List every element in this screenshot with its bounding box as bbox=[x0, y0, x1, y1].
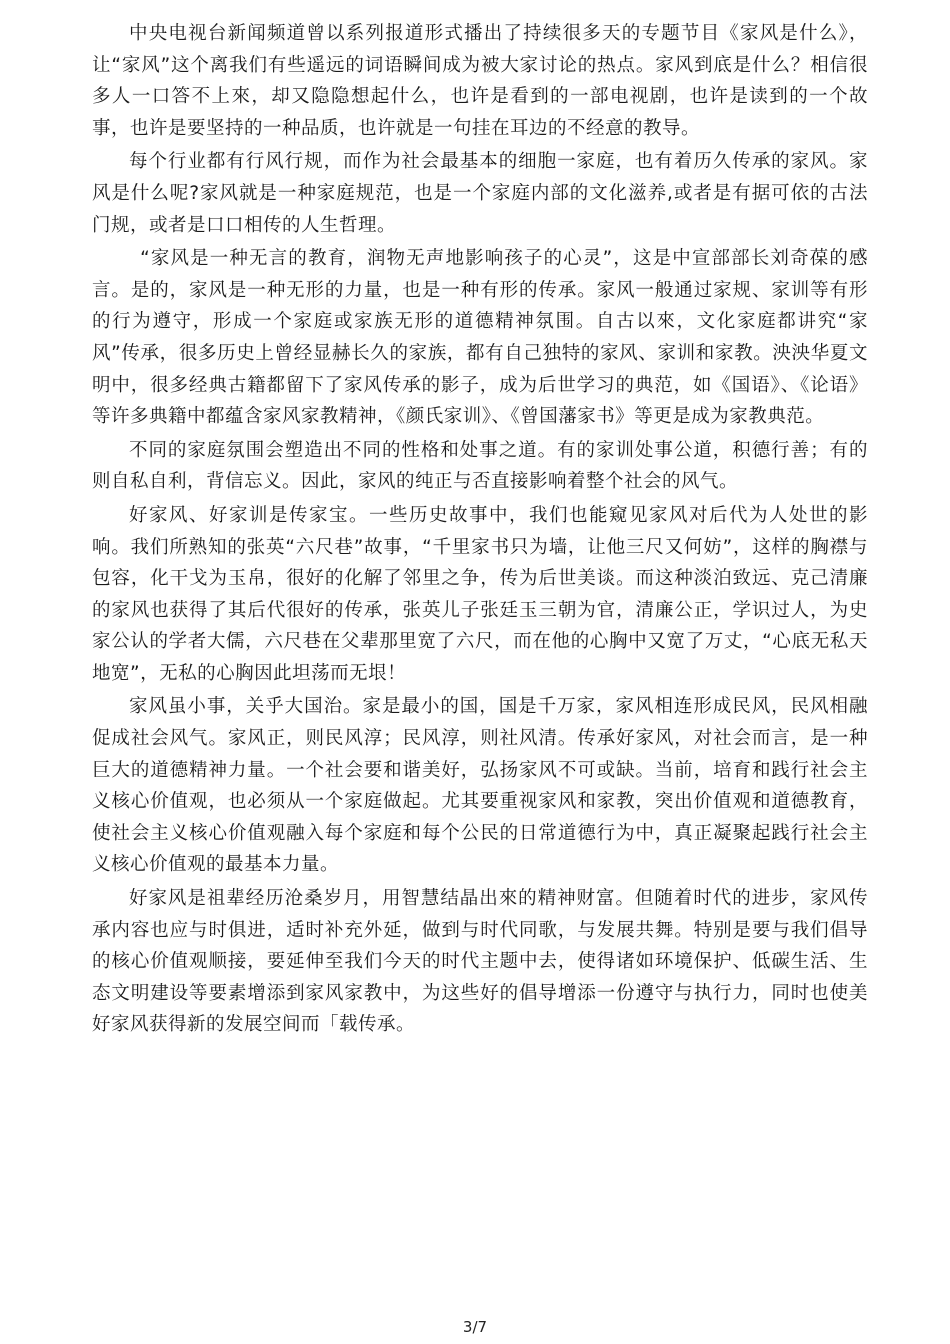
paragraph-3: “家风是一种无言的教育，润物无声地影响孩子的心灵”，这是中宣部部长刘奇葆的感言。是的，家风是一种无形的力量，也是一种有形的传承。家风一般通过家规、家训等有形的行为遵守，形成一个家庭或家族无形的道德精神氛围。自古以來，文化家庭都讲究“家风”传承，很多历史上曾经显赫长久的家族，都有自己独特的家风、家训和家教。泱泱华夏文明中，很多经典古籍都留下了家风传承的影子，成为后世学习的典范，如《国语》、《论语》等许多典籍中都蕴含家风家教精神，《颜氏家训》、《曾国藩家书》等更是成为家教典范。 bbox=[92, 248, 868, 428]
paragraph-4: 不同的家庭氛围会塑造出不同的性格和处事之道。有的家训处事公道，积德行善；有的则自私自利，背信忘义。因此，家风的纯正与否直接影响着整个社会的风气。 bbox=[92, 439, 868, 493]
paragraph-5: 好家风、好家训是传家宝。一些历史故事中，我们也能窥见家风对后代为人处世的影响。我们所熟知的张英“六尺巷”故事，“千里家书只为墙，让他三尺又何妨”，这样的胸襟与包容，化干戈为玉帛，很好的化解了邻里之争，传为后世美谈。而这种淡泊致远、克己清廉的家风也获得了其后代很好的传承，张英儿子张廷玉三朝为官，清廉公正，学识过人，为史家公认的学者大儒，六尺巷在父辈那里宽了六尺，而在他的心胸中又宽了万丈，“心底无私天地宽”，无私的心胸因此坦荡而无垠！ bbox=[92, 504, 868, 684]
paragraph-2: 每个行业都有行风行规，而作为社会最基本的细胞一家庭，也有着历久传承的家风。家风是什么呢?家风就是一种家庭规范，也是一个家庭内部的文化滋养,或者是有据可依的古法门规，或者是口口相传的人生哲理。 bbox=[92, 151, 868, 236]
document-body bbox=[92, 18, 868, 1043]
page-number: 3/7 bbox=[462, 1318, 488, 1336]
paragraph-7: 好家风是祖辈经历沧桑岁月，用智慧结晶出來的精神财富。但随着时代的进步，家风传承内容也应与时俱进，适时补充外延，做到与时代同歌，与发展共舞。特别是要与我们倡导的核心价值观顺接，要延伸至我们今天的时代主题中去，使得诸如环境保护、低碳生活、生态文明建设等要素增添到家风家教中，为这些好的倡导增添一份遵守与执行力，同时也使美好家风获得新的发展空间而「载传承。 bbox=[92, 888, 868, 1036]
paragraph-1: 中央电视台新闻频道曾以系列报道形式播出了持续很多天的专题节目《家风是什么》，让“家风”这个离我们有些遥远的词语瞬间成为被大家讨论的热点。家风到底是什么？相信很多人一口答不上來，却又隐隐想起什么，也许是看到的一部电视剧，也许是读到的一个故事，也许是要坚持的一种品质，也许就是一句挂在耳边的不经意的教导。 bbox=[92, 23, 868, 139]
paragraph-6: 家风虽小事，关乎大国治。家是最小的国，国是千万家，家风相连形成民风，民风相融促成社会风气。家风正，则民风淳；民风淳，则社风清。传承好家风，对社会而言，是一种巨大的道德精神力量。一个社会要和谐美好，弘扬家风不可或缺。当前，培育和践行社会主义核心价值观，也必须从一个家庭做起。尤其要重视家风和家教，突出价值观和道德教育，使社会主义核心价值观融入每个家庭和每个公民的日常道德行为中，真正凝聚起践行社会主义核心价值观的最基本力量。 bbox=[92, 696, 868, 876]
